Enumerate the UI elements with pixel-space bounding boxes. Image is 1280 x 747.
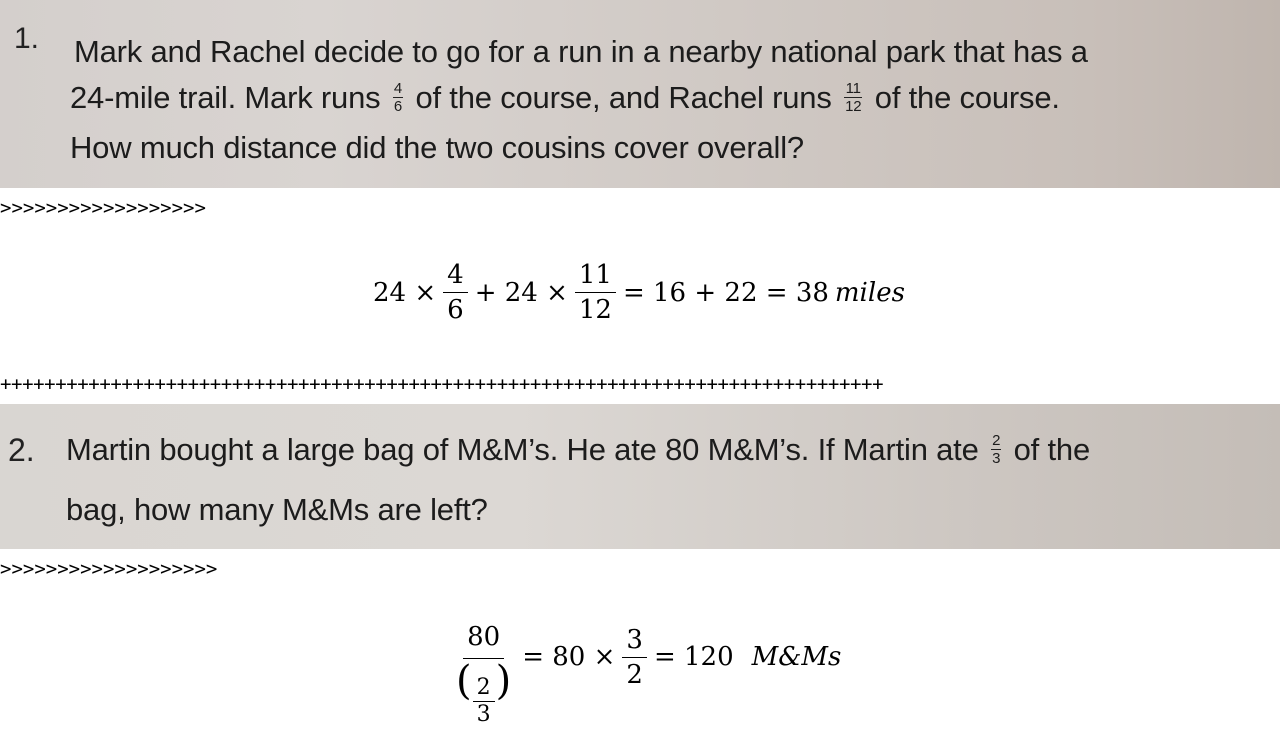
plus-separator: ++++++++++++++++++++++++++++++++++++++++++++++++++++++++++++++++++++++++++++++++ [0,373,884,395]
problem-2-photo [0,404,1280,549]
solution-1-fraction-2-numerator: 11 [575,262,616,293]
solution-2-numerator: 80 [463,624,504,659]
solution-2-unit: M&Ms [751,642,842,672]
problem-2-line-2: bag, how many M&Ms are left? [66,492,488,527]
fraction-martin-denominator: 3 [992,450,1001,468]
problem-1-line-2-text-c: of the course. [874,80,1060,115]
left-paren: ( [456,658,472,704]
fraction-martin [991,433,1001,466]
solution-2-result: = 120 [653,642,734,672]
arrow-separator-2: >>>>>>>>>>>>>>>>>>> [0,558,218,580]
problem-1-line-2 [70,80,1060,116]
problem-1-photo [0,0,1280,188]
solution-2-fraction-numerator: 3 [622,627,647,658]
solution-2-denominator [452,659,515,726]
solution-2-inner-fraction [473,677,495,726]
fraction-martin-numerator: 2 [992,432,1001,450]
problem-2-line-1 [66,432,1090,468]
problem-1-line-2-text-b: of the course, and Rachel runs [415,80,832,115]
solution-2-fraction-denominator: 2 [626,659,643,690]
fraction-rachel-denominator: 12 [845,98,862,116]
solution-1-fraction-2-denominator: 12 [578,295,612,325]
right-paren: ) [495,658,512,704]
solution-1-fraction-1 [443,262,468,323]
solution-2-inner-denominator: 3 [476,702,491,727]
solution-2-term-a: = 80 × [522,642,616,672]
problem-2-line-1-text-b: of the [1013,432,1091,467]
problem-1-line-1: Mark and Rachel decide to go for a run in a nearby national park that has a [74,34,1088,69]
fraction-rachel-numerator: 11 [845,80,861,98]
solution-1-unit: miles [834,277,905,308]
solution-1-term-b: + 24 × [474,277,568,308]
solution-1-fraction-1-denominator: 6 [447,295,464,325]
solution-1-term-a: 24 × [373,277,437,308]
solution-2-equation [448,624,844,726]
solution-2-compound-fraction [452,624,515,726]
problem-1-number: 1. [14,22,40,55]
fraction-rachel [844,81,862,114]
problem-2-line-1-text-a: Martin bought a large bag of M&M’s. He ate 80 M&M’s. If Martin ate [66,432,979,467]
fraction-mark [393,81,403,114]
solution-1-result: = 16 + 22 = 38 [622,277,829,308]
problem-1-line-3: How much distance did the two cousins cover overall? [70,130,804,165]
solution-1-fraction-2 [575,262,616,323]
solution-1-equation [370,262,908,323]
fraction-mark-numerator: 4 [393,80,403,98]
solution-1-fraction-1-numerator: 4 [443,262,468,293]
solution-2-inner-numerator: 2 [473,677,495,702]
solution-2-fraction [622,624,647,690]
arrow-separator-1: >>>>>>>>>>>>>>>>>> [0,197,206,219]
fraction-mark-denominator: 6 [393,98,403,116]
problem-1-line-2-text-a: 24-mile trail. Mark runs [70,80,381,115]
problem-2-number: 2. [8,432,35,468]
